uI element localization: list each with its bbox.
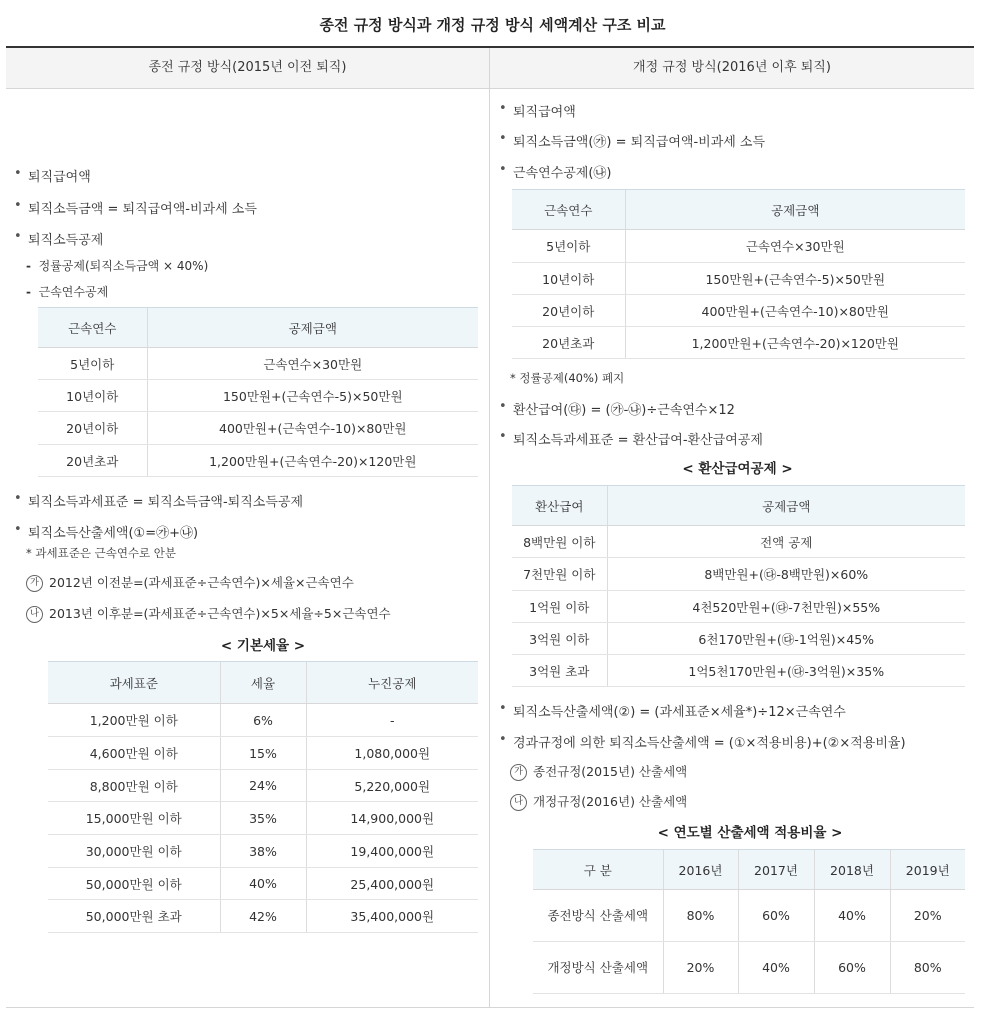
right-bullet-converted-pay: • 환산급여(㉰) = (㉮-㉯)÷근속연수×12 [513,399,735,418]
table-header: 2019년 [890,850,965,890]
table-header: 근속연수 [38,308,147,348]
table-cell: 40% [220,868,306,900]
table-cell: 15% [220,737,306,770]
right-converted-deduction-table [512,485,965,687]
right-yearly-ratio-table [533,849,965,994]
table-cell: 150만원+(근속연수-5)×50만원 [147,380,478,412]
table-cell: 5,220,000원 [306,770,478,802]
table-cell: 10년이하 [38,380,147,412]
right-bullet-service-deduction: • 근속연수공제(㉯) [513,162,612,181]
table-cell: 4천520만원+(㉰-7천만원)×55% [607,591,965,623]
table-header: 2018년 [814,850,890,890]
right-service-deduction-table [512,189,965,359]
circled-ga-icon: 가 [26,575,43,592]
right-bullet-tax-base: • 퇴직소득과세표준 = 환산급여-환산급여공제 [513,429,763,448]
left-column-header: 종전 규정 방식(2015년 이전 퇴직) [148,60,347,75]
table-cell: 20% [663,942,738,994]
table-cell: 400만원+(근속연수-10)×80만원 [147,412,478,445]
left-basic-rate-title: < 기본세율 > [220,638,306,654]
table-cell: 3억원 이하 [512,623,607,655]
left-sub-service-years-text: 근속연수공제 [38,285,109,299]
right-yearly-ratio-title: < 연도별 산출세액 적용비율 > [657,825,843,841]
table-cell: 40% [738,942,814,994]
bottom-rule [6,1007,974,1008]
table-header: 누진공제 [306,662,478,704]
table-cell: 전액 공제 [607,526,965,558]
left-basic-tax-rate-table [48,661,478,933]
table-cell: 42% [220,900,306,933]
table-header: 구 분 [533,850,663,890]
right-item-old-rule [510,762,687,781]
table-header: 공제금액 [147,308,478,348]
table-cell: 20년이하 [38,412,147,445]
table-header: 공제금액 [625,190,965,230]
table-cell: 35,400,000원 [306,900,478,933]
table-cell: 1,200만원+(근속연수-20)×120만원 [625,327,965,359]
left-sub-service-years: - 근속연수공제 [26,285,109,299]
table-cell: 20% [890,890,965,942]
right-bullet-transition-tax: • 경과규정에 의한 퇴직소득산출세액 = (①×적용비용)+(②×적용비율) [513,732,906,751]
table-cell: 60% [814,942,890,994]
left-note-apportion: * 과세표준은 근속연수로 안분 [26,546,177,560]
table-cell: 80% [663,890,738,942]
table-cell: 30,000만원 이하 [48,835,220,868]
table-cell: 19,400,000원 [306,835,478,868]
left-sub-flat-rate: - 정률공제(퇴직소득금액 × 40%) [26,259,209,273]
table-cell: 50,000만원 초과 [48,900,220,933]
table-cell: 20년초과 [512,327,625,359]
table-cell: 1,200만원+(근속연수-20)×120만원 [147,445,478,477]
table-cell: 3억원 초과 [512,655,607,687]
table-cell: 40% [814,890,890,942]
table-cell: 24% [220,770,306,802]
left-bullet-retirement-income: • 퇴직소득금액 = 퇴직급여액-비과세 소득 [28,198,257,217]
table-cell: 1,200만원 이하 [48,704,220,737]
table-header: 환산급여 [512,486,607,526]
table-cell: 5년이하 [38,348,147,380]
table-cell: 근속연수×30만원 [147,348,478,380]
right-note-flat-rate-abolished: * 정률공제(40%) 폐지 [510,371,625,385]
table-cell: - [306,704,478,737]
table-cell: 150만원+(근속연수-5)×50만원 [625,263,965,295]
right-converted-deduction-title: < 환산급여공제 > [682,461,793,477]
table-cell: 1,080,000원 [306,737,478,770]
table-cell: 25,400,000원 [306,868,478,900]
table-cell: 400만원+(근속연수-10)×80만원 [625,295,965,327]
left-bullet-retirement-pay: • 퇴직급여액 [28,166,91,185]
table-cell: 8백만원+(㉰-8백만원)×60% [607,558,965,591]
left-bullet-tax-base: • 퇴직소득과세표준 = 퇴직소득금액-퇴직소득공제 [28,491,303,510]
left-item-before-2012 [26,573,354,592]
table-cell: 종전방식 산출세액 [533,890,663,942]
table-cell: 5년이하 [512,230,625,263]
table-header: 과세표준 [48,662,220,704]
table-header: 근속연수 [512,190,625,230]
table-cell: 60% [738,890,814,942]
table-cell: 20년초과 [38,445,147,477]
table-header: 2016년 [663,850,738,890]
right-bullet-retirement-pay: • 퇴직급여액 [513,101,576,120]
left-bullet-income-deduction: • 퇴직소득공제 [28,229,103,248]
left-item-after-2013-text: 2013년 이후분=(과세표준÷근속연수)×5×세율÷5×근속연수 [49,606,391,621]
table-header: 2017년 [738,850,814,890]
right-bullet-retirement-income: • 퇴직소득금액(㉮) = 퇴직급여액-비과세 소득 [513,131,765,150]
left-item-before-2012-text: 2012년 이전분=(과세표준÷근속연수)×세율×근속연수 [49,575,354,590]
table-cell: 20년이하 [512,295,625,327]
table-cell: 15,000만원 이하 [48,802,220,835]
circled-ga-icon: 가 [510,764,527,781]
table-cell: 1억원 이하 [512,591,607,623]
table-cell: 10년이하 [512,263,625,295]
column-divider [489,48,490,1008]
page-title: 종전 규정 방식과 개정 규정 방식 세액계산 구조 비교 [319,16,666,34]
left-sub-flat-rate-text: 정률공제(퇴직소득금액 × 40%) [38,259,209,273]
table-cell: 7천만원 이하 [512,558,607,591]
right-item-old-rule-text: 종전규정(2015년) 산출세액 [533,764,688,779]
table-cell: 개정방식 산출세액 [533,942,663,994]
right-item-new-rule-text: 개정규정(2016년) 산출세액 [533,794,688,809]
left-service-deduction-table [38,307,478,477]
table-cell: 8백만원 이하 [512,526,607,558]
left-bullet-computed-tax: • 퇴직소득산출세액(①=㉮+㉯) [28,522,198,541]
table-cell: 6% [220,704,306,737]
table-header: 공제금액 [607,486,965,526]
right-bullet-computed-tax: • 퇴직소득산출세액(②) = (과세표준×세율*)÷12×근속연수 [513,701,846,720]
circled-na-icon: 나 [510,794,527,811]
table-cell: 근속연수×30만원 [625,230,965,263]
table-cell: 4,600만원 이하 [48,737,220,770]
table-cell: 38% [220,835,306,868]
table-cell: 14,900,000원 [306,802,478,835]
table-cell: 1억5천170만원+(㉰-3억원)×35% [607,655,965,687]
right-item-new-rule [510,792,687,811]
circled-na-icon: 나 [26,606,43,623]
table-cell: 6천170만원+(㉰-1억원)×45% [607,623,965,655]
table-cell: 35% [220,802,306,835]
table-cell: 80% [890,942,965,994]
right-column-header: 개정 규정 방식(2016년 이후 퇴직) [633,60,831,75]
table-cell: 50,000만원 이하 [48,868,220,900]
left-item-after-2013 [26,604,391,623]
table-header: 세율 [220,662,306,704]
table-cell: 8,800만원 이하 [48,770,220,802]
